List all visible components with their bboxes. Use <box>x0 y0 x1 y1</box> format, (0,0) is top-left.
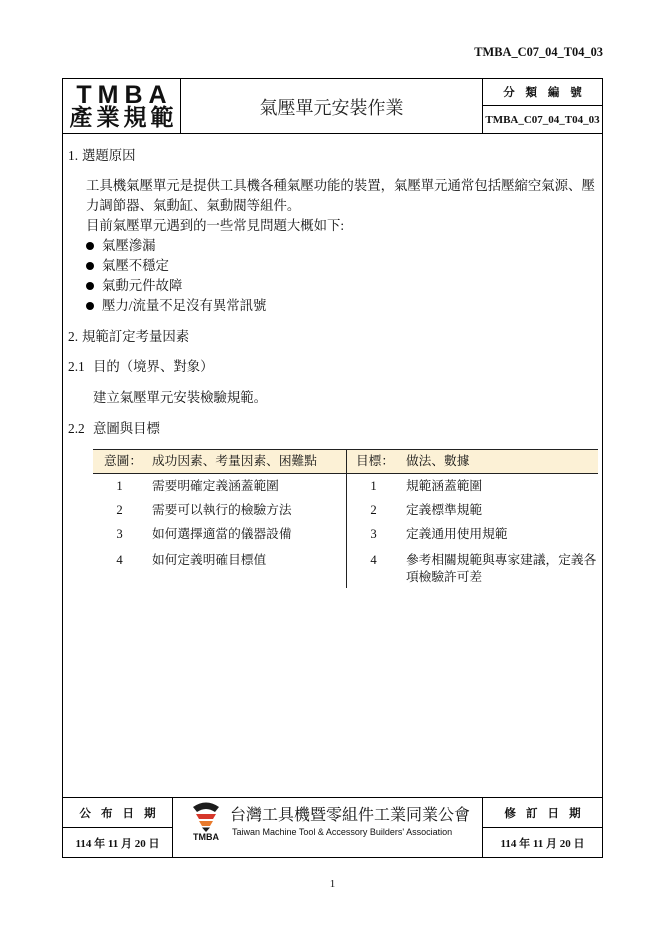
section-number: 2.2 <box>68 421 85 436</box>
section-title: 目的（境界、對象） <box>93 359 214 374</box>
goal-number: 2 <box>346 498 400 522</box>
logo-text-tmba: TMBA <box>76 81 173 109</box>
intent-text: 如何選擇適當的儀器設備 <box>152 527 292 541</box>
list-item <box>86 276 598 296</box>
intent-column-header: 成功因素、考量因素、困難點 <box>152 454 317 468</box>
section-1-body <box>86 176 598 316</box>
section-2-1-text: 建立氣壓單元安裝檢驗規範。 <box>93 390 268 405</box>
table-row <box>93 522 598 546</box>
publish-date-value: 114 年 11 月 20 日 <box>75 837 160 850</box>
section-2-2-heading <box>68 419 160 439</box>
page-number: 1 <box>329 878 336 890</box>
goal-label: 目標： <box>346 450 400 473</box>
classification-label: 分 類 編 號 <box>483 79 602 106</box>
problem-list <box>86 236 598 316</box>
document-header <box>63 79 602 134</box>
list-item <box>86 236 598 256</box>
document-code: TMBA_C07_04_T04_03 <box>474 45 603 59</box>
document-footer <box>63 797 602 857</box>
list-item-text: 壓力/流量不足沒有異常訊號 <box>102 298 267 313</box>
publish-date-cell <box>63 798 173 857</box>
classification-cell <box>482 79 602 133</box>
goal-column-header: 做法、數據 <box>406 454 470 468</box>
section-2-1-heading <box>68 357 214 377</box>
table-row <box>93 474 598 498</box>
goal-text: 參考相關規範與專家建議，定義各項檢驗許可差 <box>406 553 597 584</box>
intent-label: 意圖： <box>104 454 143 468</box>
section-number: 2.1 <box>68 359 85 374</box>
goal-number: 3 <box>346 522 400 546</box>
intent-number: 1 <box>116 479 123 493</box>
intent-goal-table <box>93 449 598 588</box>
document-title: 氣壓單元安裝作業 <box>259 98 404 118</box>
tmba-standard-logo <box>63 79 181 133</box>
section-title: 意圖與目標 <box>93 421 160 436</box>
publish-date-label: 公 布 日 期 <box>63 798 172 828</box>
goal-number: 1 <box>346 474 400 498</box>
goal-text: 規範涵蓋範圍 <box>406 479 483 493</box>
intent-number: 2 <box>116 503 123 517</box>
bullet-icon <box>86 302 94 310</box>
table-row <box>93 498 598 522</box>
intent-number: 3 <box>116 527 123 541</box>
classification-code: TMBA_C07_04_T04_03 <box>485 113 600 126</box>
revision-date-value: 114 年 11 月 20 日 <box>500 837 585 850</box>
section-2-heading <box>68 327 189 347</box>
logo-text-standard: 產業規範 <box>69 105 178 131</box>
list-item <box>86 256 598 276</box>
association-block <box>173 798 482 857</box>
section-1-intro: 目前氣壓單元遇到的一些常見問題大概如下: <box>86 218 345 233</box>
tmba-association-logo-icon <box>190 800 222 832</box>
revision-date-cell <box>482 798 602 857</box>
section-number: 2. <box>68 329 79 344</box>
section-1-paragraph: 工具機氣壓單元是提供工具機各種氣壓功能的裝置，氣壓單元通常包括壓縮空氣源、壓力調節器、氣動缸、氣動閥等組件。 <box>86 178 595 213</box>
list-item-text: 氣壓滲漏 <box>102 238 156 253</box>
intent-text: 需要明確定義涵蓋範圍 <box>152 479 279 493</box>
association-name-en: Taiwan Machine Tool & Accessory Builders' Association <box>232 827 453 837</box>
intent-text: 如何定義明確目標值 <box>152 553 267 567</box>
revision-date-label: 修 訂 日 期 <box>483 798 602 828</box>
table-header-row <box>93 449 598 474</box>
bullet-icon <box>86 262 94 270</box>
association-logo <box>188 800 224 842</box>
intent-number: 4 <box>116 553 123 567</box>
list-item-text: 氣壓不穩定 <box>102 258 169 273</box>
goal-number: 4 <box>346 546 400 588</box>
table-row <box>93 546 598 588</box>
association-name-zh: 台灣工具機暨零組件工業同業公會 <box>230 805 471 824</box>
list-item <box>86 296 598 316</box>
association-logo-text: TMBA <box>193 832 219 842</box>
bullet-icon <box>86 282 94 290</box>
document-frame <box>62 78 603 858</box>
section-1-heading <box>68 146 136 166</box>
section-number: 1. <box>68 148 79 163</box>
goal-text: 定義通用使用規範 <box>406 527 508 541</box>
bullet-icon <box>86 242 94 250</box>
section-title: 選題原因 <box>82 148 136 163</box>
goal-text: 定義標準規範 <box>406 503 483 517</box>
intent-text: 需要可以執行的檢驗方法 <box>152 503 292 517</box>
section-title: 規範訂定考量因素 <box>82 329 190 344</box>
list-item-text: 氣動元件故障 <box>102 278 183 293</box>
